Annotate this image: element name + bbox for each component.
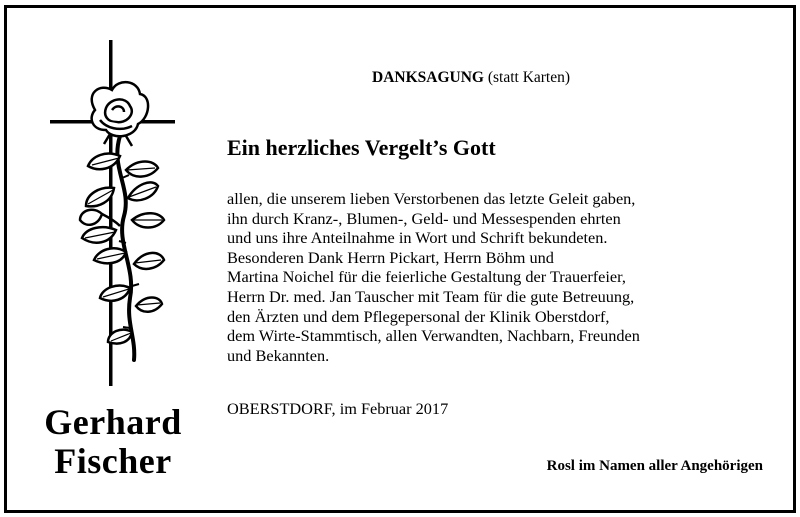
cross-with-rose-icon xyxy=(40,38,190,390)
place-date: OBERSTDORF, im Februar 2017 xyxy=(227,399,449,418)
body-line: allen, die unserem lieben Verstorbenen das letzte Geleit gaben, xyxy=(227,189,636,208)
thanks-title: Ein herzliches Vergelt’s Gott xyxy=(227,135,496,160)
body-line: Besonderen Dank Herrn Pickart, Herrn Böhm und xyxy=(227,247,554,267)
thanks-body xyxy=(227,189,787,365)
deceased-last-name: Fischer xyxy=(54,441,172,481)
body-line: ihn durch Kranz-, Blumen-, Geld- und Messespenden ehrten xyxy=(227,208,621,228)
signature: Rosl im Namen aller Angehörigen xyxy=(546,458,763,474)
body-line: Martina Noichel für die feierliche Gestaltung der Trauerfeier, xyxy=(227,267,626,287)
deceased-first-name: Gerhard xyxy=(44,402,182,442)
body-line: den Ärzten und dem Pflegepersonal der Klinik Oberstdorf, xyxy=(227,306,610,326)
body-line: und uns ihre Anteilnahme in Wort und Schrift bekundeten. xyxy=(227,228,608,248)
body-line: Herrn Dr. med. Jan Tauscher mit Team für die gute Betreuung, xyxy=(227,286,635,306)
heading-normal: (statt Karten) xyxy=(483,69,571,86)
heading-bold: DANKSAGUNG xyxy=(372,69,484,86)
body-line: und Bekannten. xyxy=(227,345,330,365)
notice-heading xyxy=(372,69,570,87)
body-line: dem Wirte-Stammtisch, allen Verwandten, Nachbarn, Freunden xyxy=(227,326,640,346)
